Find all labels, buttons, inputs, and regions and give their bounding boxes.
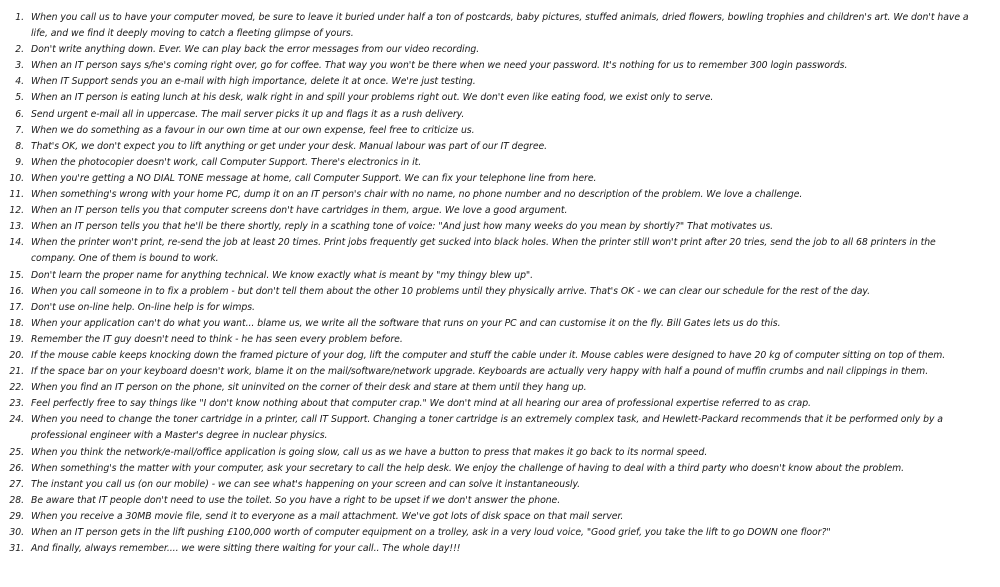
list-item-number: 11. [9, 189, 24, 201]
list-item-text: And finally, always remember.... we were sitting there waiting for your call.. The whole day!!! [31, 543, 461, 555]
list-item-number: 29. [9, 510, 24, 522]
list-item [0, 123, 982, 139]
list-item [0, 235, 982, 267]
list-item-text: That's OK, we don't expect you to lift anything or get under your desk. Manual labour was part of our IT degree. [31, 140, 548, 152]
list-item-text: When an IT person tells you that he'll be there shortly, reply in a scathing tone of voice: "And just how many weeks do you mean by shortly?" That motivates us. [31, 221, 774, 233]
list-item-text: Send urgent e-mail all in uppercase. The mail server picks it up and flags it as a rush delivery. [31, 108, 465, 120]
list-item [0, 42, 982, 58]
list-item [0, 509, 982, 525]
list-item-text: When we do something as a favour in our own time at our own expense, feel free to criticize us. [31, 124, 475, 136]
list-item-number: 5. [15, 92, 24, 104]
list-item-number: 27. [9, 478, 24, 490]
list-item-number: 1. [15, 12, 24, 23]
list-item-text: When something's wrong with your home PC, dump it on an IT person's chair with no name, no phone number and no description of the problem. We love a challenge. [31, 189, 803, 201]
list-item-text: When an IT person gets in the lift pushing £100,000 worth of computer equipment on a trolley, ask in a very loud voice, "Good grief, you take the lift to go DOWN one floor?" [31, 527, 831, 538]
list-item [0, 171, 982, 187]
list-item [0, 332, 982, 348]
list-item [0, 139, 982, 155]
list-item-number: 22. [9, 382, 24, 394]
list-item-text: If the mouse cable keeps knocking down the framed picture of your dog, lift the computer and stuff the cable under it. Mouse cables were designed to have 20 kg of computer sitting on top of them. [31, 349, 946, 361]
list-item [0, 380, 982, 396]
list-item [0, 348, 982, 364]
list-item [0, 187, 982, 203]
list-item-number: 31. [9, 543, 24, 555]
list-item-number: 19. [9, 333, 24, 345]
list-item-text: Be aware that IT people don't need to use the toilet. So you have a right to be upset if we don't answer the phone. [31, 494, 561, 506]
list-item-text: When an IT person says s/he's coming right over, go for coffee. That way you won't be there when we need your password. It's nothing for us to remember 300 login passwords. [31, 60, 848, 72]
list-item [0, 284, 982, 300]
list-item-number: 6. [15, 108, 24, 120]
list-item-number: 2. [15, 44, 24, 56]
list-item [0, 364, 982, 380]
list-item [0, 300, 982, 316]
list-item [0, 525, 982, 541]
list-item-number: 26. [9, 462, 24, 474]
list-item-text: When IT Support sends you an e-mail with high importance, delete it at once. We're just testing. [31, 76, 476, 88]
list-item-number: 20. [9, 349, 24, 361]
list-item-number: 8. [15, 140, 24, 152]
list-item-number: 28. [9, 494, 24, 506]
list-item-number: 23. [9, 398, 24, 410]
list-item [0, 107, 982, 123]
list-item-number: 3. [15, 60, 24, 72]
list-item [0, 493, 982, 509]
list-item-text: Don't use on-line help. On-line help is for wimps. [31, 301, 255, 313]
list-item [0, 203, 982, 219]
list-item-number: 18. [9, 317, 24, 329]
list-item-text: When something's the matter with your computer, ask your secretary to call the help desk. We enjoy the challenge of having to deal with a third party who doesn't know about the problem. [31, 462, 905, 474]
list-item-number: 7. [15, 124, 24, 136]
list-item [0, 316, 982, 332]
list-item [0, 219, 982, 235]
list-item [0, 412, 982, 444]
list-item-text: When your application can't do what you want... blame us, we write all the software that runs on your PC and can customise it on the fly. Bill Gates lets us do this. [31, 317, 781, 329]
list-item-number: 17. [9, 301, 24, 313]
list-item-text: Don't write anything down. Ever. We can play back the error messages from our video recording. [31, 44, 480, 56]
list-item-text: When you call us to have your computer moved, be sure to leave it buried under half a ton of postcards, baby pictures, stuffed animals, dried flowers, bowling trophies and children's art. We don't have a life, and we find it deeply moving to catch a fleeting glimpse of yours. [31, 12, 969, 40]
list-item-number: 4. [15, 76, 24, 88]
list-item-text: When an IT person tells you that computer screens don't have cartridges in them, argue. We love a good argument. [31, 205, 568, 217]
numbered-list [0, 10, 982, 557]
list-item [0, 58, 982, 74]
list-item [0, 396, 982, 412]
list-item-number: 15. [9, 269, 24, 281]
list-item-number: 21. [9, 366, 24, 378]
list-item [0, 268, 982, 284]
list-item [0, 74, 982, 90]
list-item [0, 541, 982, 557]
list-item [0, 445, 982, 461]
list-item-number: 24. [9, 414, 24, 426]
list-item-text: The instant you call us (on our mobile) - we can see what's happening on your screen and can solve it instantaneously. [31, 478, 581, 490]
list-item-number: 10. [9, 172, 24, 184]
list-item-text: If the space bar on your keyboard doesn't work, blame it on the mail/software/network upgrade. Keyboards are actually very happy with half a pound of muffin crumbs and nail clippings in them. [31, 366, 929, 378]
list-item-text: When the photocopier doesn't work, call Computer Support. There's electronics in it. [31, 156, 422, 168]
list-item-number: 25. [9, 446, 24, 458]
list-item [0, 477, 982, 493]
list-item-text: When an IT person is eating lunch at his desk, walk right in and spill your problems right out. We don't even like eating food, we exist only to serve. [31, 92, 714, 104]
list-item [0, 461, 982, 477]
list-item-text: When you receive a 30MB movie file, send it to everyone as a mail attachment. We've got lots of disk space on that mail server. [31, 510, 624, 522]
list-item-number: 13. [9, 221, 24, 233]
list-item [0, 155, 982, 171]
list-item-text: When you call someone in to fix a problem - but don't tell them about the other 10 problems until they physically arrive. That's OK - we can clear our schedule for the rest of the day. [31, 285, 870, 297]
list-item [0, 10, 982, 42]
list-item-text: Don't learn the proper name for anything technical. We know exactly what is meant by "my thingy blew up". [31, 269, 534, 281]
list-item-text: Remember the IT guy doesn't need to think - he has seen every problem before. [31, 333, 403, 345]
list-item-text: When you find an IT person on the phone, sit uninvited on the corner of their desk and stare at them until they hang up. [31, 382, 587, 394]
list-item-number: 30. [9, 527, 24, 538]
list-item-number: 14. [9, 237, 24, 249]
list-item [0, 90, 982, 106]
list-item-text: When the printer won't print, re-send the job at least 20 times. Print jobs frequently get sucked into black holes. When the printer still won't print after 20 tries, send the job to all 68 printers in the company. One of them is bound to work. [31, 237, 936, 265]
list-item-number: 9. [15, 156, 24, 168]
list-item-number: 12. [9, 205, 24, 217]
list-item-text: When you're getting a NO DIAL TONE message at home, call Computer Support. We can fix your telephone line from here. [31, 172, 597, 184]
list-item-text: When you think the network/e-mail/office application is going slow, call us as we have a button to press that makes it go back to its normal speed. [31, 446, 708, 458]
list-item-text: Feel perfectly free to say things like "I don't know nothing about that computer crap." We don't mind at all hearing our area of professional expertise referred to as crap. [31, 398, 811, 410]
list-item-text: When you need to change the toner cartridge in a printer, call IT Support. Changing a toner cartridge is an extremely complex task, and Hewlett-Packard recommends that it be performed only by a professional engineer with a Master's degree in nuclear physics. [31, 414, 943, 442]
list-item-number: 16. [9, 285, 24, 297]
